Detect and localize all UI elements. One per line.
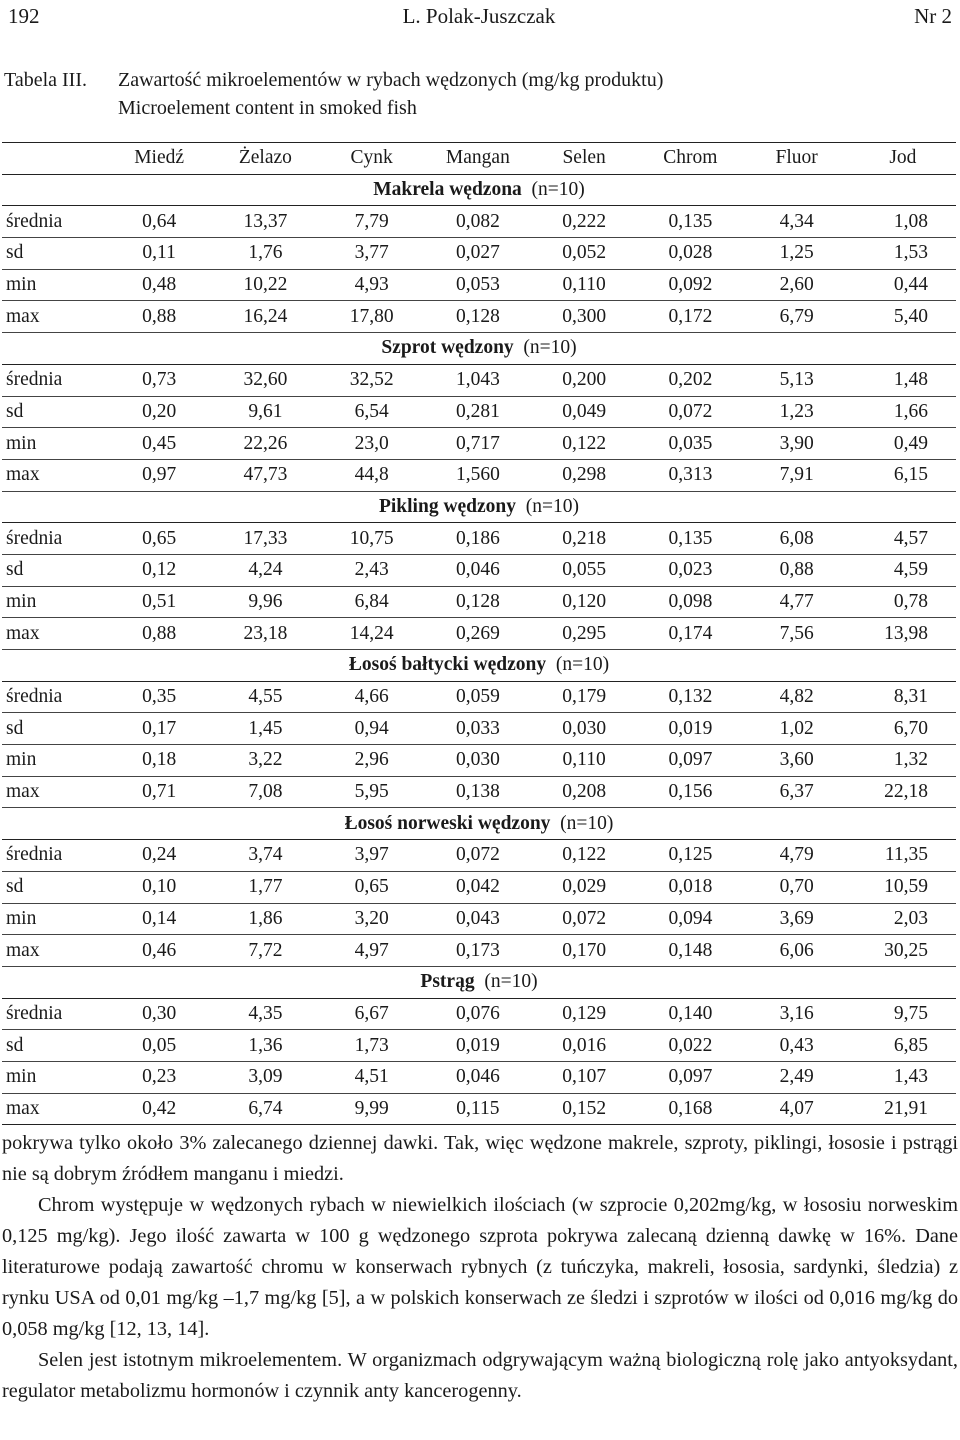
table-row: [2, 396, 956, 428]
section-sample-size: (n=10): [560, 812, 614, 834]
table-row: [2, 935, 956, 967]
table-cell: 9,96: [212, 586, 318, 618]
header-blank-cell: [2, 143, 106, 175]
table-row: [2, 713, 956, 745]
table-cell: 0,35: [106, 681, 212, 713]
row-label: min: [2, 586, 106, 618]
running-head: [4, 2, 954, 30]
table-cell: 17,33: [212, 523, 318, 555]
section-name: Łosoś bałtycki wędzony: [348, 654, 547, 676]
row-label: min: [2, 428, 106, 460]
table-cell: 0,65: [106, 523, 212, 555]
row-label: min: [2, 1061, 106, 1093]
table-row: [2, 618, 956, 650]
table-header-row: [2, 143, 956, 175]
table-cell: 1,36: [212, 1030, 318, 1062]
table-cell: 9,75: [850, 998, 956, 1030]
section-sample-size: (n=10): [525, 495, 580, 517]
table-cell: 0,053: [425, 269, 531, 301]
row-label: sd: [2, 871, 106, 903]
table-cell: 0,029: [531, 871, 637, 903]
table-cell: 3,77: [319, 238, 425, 270]
table-cell: 0,186: [425, 523, 531, 555]
table-cell: 0,135: [637, 523, 743, 555]
table-cell: 0,717: [425, 428, 531, 460]
table-row: [2, 554, 956, 586]
table-cell: 1,86: [212, 903, 318, 935]
table-cell: 1,53: [850, 238, 956, 270]
paragraph: Selen jest istotnym mikroelementem. W organizmach odgrywającym ważną biologiczną rolę jako antyoksydant, regulator metabolizmu hormonów i czynnik anty kancerogenny.: [2, 1349, 958, 1402]
table-cell: 0,042: [425, 871, 531, 903]
table-cell: 13,37: [212, 206, 318, 238]
row-label: średnia: [2, 364, 106, 396]
table-cell: 0,49: [850, 428, 956, 460]
table-cell: 0,88: [744, 554, 850, 586]
column-header: Jod: [889, 147, 917, 169]
table-cell: 4,66: [319, 681, 425, 713]
table-cell: 0,152: [531, 1093, 637, 1125]
table-cell: 0,70: [744, 871, 850, 903]
table-cell: 0,173: [425, 935, 531, 967]
section-sample-size: (n=10): [555, 654, 610, 676]
section-row: [2, 174, 956, 206]
table-cell: 0,44: [850, 269, 956, 301]
table-cell: 7,91: [744, 459, 850, 491]
table-row: [2, 1093, 956, 1125]
table-cell: 0,027: [425, 238, 531, 270]
table-row: [2, 1061, 956, 1093]
table-row: [2, 428, 956, 460]
row-label: średnia: [2, 206, 106, 238]
table-row: [2, 998, 956, 1030]
table-cell: 6,67: [319, 998, 425, 1030]
table-cell: 0,110: [531, 269, 637, 301]
table-body: [2, 174, 956, 1125]
body-text: [2, 1128, 958, 1407]
column-header: Mangan: [445, 147, 510, 169]
row-label: średnia: [2, 998, 106, 1030]
table-cell: 0,170: [531, 935, 637, 967]
row-label: sd: [2, 713, 106, 745]
table-cell: 4,97: [319, 935, 425, 967]
table-cell: 11,35: [850, 840, 956, 872]
table-cell: 0,65: [319, 871, 425, 903]
table-cell: 6,15: [850, 459, 956, 491]
table-cell: 0,17: [106, 713, 212, 745]
table-row: [2, 523, 956, 555]
table-cell: 0,043: [425, 903, 531, 935]
table-cell: 0,059: [425, 681, 531, 713]
section-sample-size: (n=10): [484, 971, 538, 993]
table-cell: 0,14: [106, 903, 212, 935]
row-label: max: [2, 935, 106, 967]
table-cell: 3,22: [212, 745, 318, 777]
table-cell: 0,10: [106, 871, 212, 903]
row-label: sd: [2, 1030, 106, 1062]
table-cell: 1,48: [850, 364, 956, 396]
table-row: [2, 745, 956, 777]
table-title-english: Microelement content in smoked fish: [118, 97, 417, 119]
row-label: max: [2, 301, 106, 333]
paragraph: pokrywa tylko około 3% zalecanego dziennej dawki. Tak, więc wędzone makrele, szproty, piklingi, łososie i pstrągi nie są dobrym źródłem manganu i miedzi.: [2, 1132, 958, 1185]
table-cell: 0,022: [637, 1030, 743, 1062]
table-cell: 6,84: [319, 586, 425, 618]
table-cell: 0,174: [637, 618, 743, 650]
table-cell: 0,218: [531, 523, 637, 555]
section-name: Łosoś norweski wędzony: [344, 812, 551, 834]
table-cell: 0,313: [637, 459, 743, 491]
table-cell: 0,098: [637, 586, 743, 618]
table-cell: 6,74: [212, 1093, 318, 1125]
table-cell: 5,95: [319, 776, 425, 808]
table-row: [2, 206, 956, 238]
table-cell: 0,12: [106, 554, 212, 586]
table-cell: 0,23: [106, 1061, 212, 1093]
table-cell: 0,45: [106, 428, 212, 460]
section-sample-size: (n=10): [523, 337, 577, 359]
table-cell: 0,73: [106, 364, 212, 396]
table-row: [2, 871, 956, 903]
table-cell: 5,40: [850, 301, 956, 333]
table-cell: 0,128: [425, 301, 531, 333]
table-cell: 0,156: [637, 776, 743, 808]
table-cell: 0,030: [425, 745, 531, 777]
microelement-table: [2, 142, 956, 1125]
table-cell: 0,016: [531, 1030, 637, 1062]
table-cell: 3,60: [744, 745, 850, 777]
table-cell: 6,85: [850, 1030, 956, 1062]
table-cell: 4,55: [212, 681, 318, 713]
table-cell: 0,208: [531, 776, 637, 808]
table-cell: 1,23: [744, 396, 850, 428]
table-cell: 10,75: [319, 523, 425, 555]
table-cell: 1,043: [425, 364, 531, 396]
table-cell: 9,99: [319, 1093, 425, 1125]
table-cell: 0,132: [637, 681, 743, 713]
table-cell: 9,61: [212, 396, 318, 428]
table-cell: 0,115: [425, 1093, 531, 1125]
table-cell: 0,018: [637, 871, 743, 903]
section-row: [2, 333, 956, 365]
table-cell: 3,16: [744, 998, 850, 1030]
table-cell: 7,79: [319, 206, 425, 238]
table-cell: 4,34: [744, 206, 850, 238]
table-cell: 0,20: [106, 396, 212, 428]
table-cell: 0,88: [106, 618, 212, 650]
table-cell: 0,43: [744, 1030, 850, 1062]
table-cell: 4,51: [319, 1061, 425, 1093]
table-cell: 7,08: [212, 776, 318, 808]
table-cell: 6,79: [744, 301, 850, 333]
table-cell: 0,094: [637, 903, 743, 935]
table-cell: 0,019: [637, 713, 743, 745]
table-cell: 1,43: [850, 1061, 956, 1093]
table-cell: 14,24: [319, 618, 425, 650]
table-cell: 47,73: [212, 459, 318, 491]
table-cell: 8,31: [850, 681, 956, 713]
table-cell: 0,122: [531, 428, 637, 460]
table-cell: 1,32: [850, 745, 956, 777]
row-label: min: [2, 745, 106, 777]
table-cell: 0,033: [425, 713, 531, 745]
table-cell: 3,69: [744, 903, 850, 935]
table-cell: 4,07: [744, 1093, 850, 1125]
row-label: średnia: [2, 840, 106, 872]
table-cell: 0,94: [319, 713, 425, 745]
row-label: max: [2, 618, 106, 650]
section-header-cell: [2, 808, 956, 840]
table-cell: 0,046: [425, 554, 531, 586]
table-cell: 0,107: [531, 1061, 637, 1093]
table-cell: 1,76: [212, 238, 318, 270]
table-cell: 3,09: [212, 1061, 318, 1093]
table-row: [2, 1030, 956, 1062]
column-header: Żelazo: [238, 147, 292, 169]
table-row: [2, 776, 956, 808]
table-cell: 0,019: [425, 1030, 531, 1062]
table-cell: 0,51: [106, 586, 212, 618]
row-label: średnia: [2, 523, 106, 555]
table-cell: 4,82: [744, 681, 850, 713]
table-cell: 22,18: [850, 776, 956, 808]
table-cell: 32,60: [212, 364, 318, 396]
column-header: Fluor: [775, 147, 818, 169]
table-cell: 1,66: [850, 396, 956, 428]
section-row: [2, 966, 956, 998]
table-cell: 0,125: [637, 840, 743, 872]
section-row: [2, 808, 956, 840]
microelement-table-container: [2, 142, 956, 1125]
column-header: Selen: [562, 147, 606, 169]
table-cell: 0,42: [106, 1093, 212, 1125]
table-label: Tabela III.: [4, 69, 87, 91]
table-cell: 5,13: [744, 364, 850, 396]
table-cell: 0,88: [106, 301, 212, 333]
table-cell: 0,030: [531, 713, 637, 745]
table-cell: 32,52: [319, 364, 425, 396]
table-cell: 0,082: [425, 206, 531, 238]
section-name: Szprot wędzony: [381, 337, 514, 359]
table-row: [2, 840, 956, 872]
table-cell: 6,06: [744, 935, 850, 967]
table-cell: 4,79: [744, 840, 850, 872]
table-cell: 0,097: [637, 745, 743, 777]
table-cell: 44,8: [319, 459, 425, 491]
table-cell: 7,72: [212, 935, 318, 967]
table-cell: 6,08: [744, 523, 850, 555]
table-cell: 0,97: [106, 459, 212, 491]
section-row: [2, 491, 956, 523]
table-cell: 13,98: [850, 618, 956, 650]
table-cell: 0,78: [850, 586, 956, 618]
table-cell: 23,0: [319, 428, 425, 460]
table-cell: 10,22: [212, 269, 318, 301]
table-cell: 0,295: [531, 618, 637, 650]
table-cell: 0,072: [425, 840, 531, 872]
table-cell: 6,54: [319, 396, 425, 428]
table-cell: 0,035: [637, 428, 743, 460]
table-cell: 16,24: [212, 301, 318, 333]
table-cell: 0,122: [531, 840, 637, 872]
table-cell: 0,298: [531, 459, 637, 491]
column-header: Miedź: [134, 147, 185, 169]
table-row: [2, 586, 956, 618]
table-cell: 2,96: [319, 745, 425, 777]
table-cell: 0,11: [106, 238, 212, 270]
table-cell: 0,300: [531, 301, 637, 333]
table-cell: 0,172: [637, 301, 743, 333]
table-cell: 0,076: [425, 998, 531, 1030]
table-cell: 3,20: [319, 903, 425, 935]
table-cell: 0,222: [531, 206, 637, 238]
section-header-cell: [2, 333, 956, 365]
table-cell: 0,46: [106, 935, 212, 967]
table-cell: 0,71: [106, 776, 212, 808]
table-cell: 23,18: [212, 618, 318, 650]
table-row: [2, 681, 956, 713]
table-cell: 0,046: [425, 1061, 531, 1093]
table-cell: 3,90: [744, 428, 850, 460]
table-cell: 0,023: [637, 554, 743, 586]
table-cell: 30,25: [850, 935, 956, 967]
column-header: Cynk: [350, 147, 393, 169]
row-label: max: [2, 776, 106, 808]
table-row: [2, 364, 956, 396]
table-cell: 1,25: [744, 238, 850, 270]
table-cell: 2,03: [850, 903, 956, 935]
table-cell: 1,77: [212, 871, 318, 903]
table-cell: 0,072: [637, 396, 743, 428]
table-cell: 1,08: [850, 206, 956, 238]
table-cell: 21,91: [850, 1093, 956, 1125]
table-cell: 2,43: [319, 554, 425, 586]
table-cell: 22,26: [212, 428, 318, 460]
table-cell: 0,140: [637, 998, 743, 1030]
row-label: min: [2, 903, 106, 935]
table-cell: 0,138: [425, 776, 531, 808]
section-row: [2, 650, 956, 682]
table-cell: 0,148: [637, 935, 743, 967]
table-cell: 0,028: [637, 238, 743, 270]
table-cell: 6,70: [850, 713, 956, 745]
running-head-author: L. Polak-Juszczak: [402, 4, 556, 28]
table-cell: 0,110: [531, 745, 637, 777]
section-sample-size: (n=10): [531, 179, 585, 201]
table-row: [2, 269, 956, 301]
table-cell: 0,072: [531, 903, 637, 935]
section-header-cell: [2, 491, 956, 523]
row-label: sd: [2, 554, 106, 586]
table-cell: 0,24: [106, 840, 212, 872]
table-cell: 0,179: [531, 681, 637, 713]
table-cell: 4,59: [850, 554, 956, 586]
table-cell: 0,64: [106, 206, 212, 238]
table-cell: 0,168: [637, 1093, 743, 1125]
table-cell: 17,80: [319, 301, 425, 333]
table-cell: 0,092: [637, 269, 743, 301]
table-cell: 0,052: [531, 238, 637, 270]
table-cell: 1,45: [212, 713, 318, 745]
table-cell: 0,48: [106, 269, 212, 301]
section-header-cell: [2, 650, 956, 682]
section-header-cell: [2, 174, 956, 206]
table-cell: 3,74: [212, 840, 318, 872]
page-number: 192: [8, 4, 40, 28]
row-label: sd: [2, 396, 106, 428]
row-label: średnia: [2, 681, 106, 713]
table-cell: 0,18: [106, 745, 212, 777]
table-cell: 0,30: [106, 998, 212, 1030]
table-title-polish: Zawartość mikroelementów w rybach wędzonych (mg/kg produktu): [118, 69, 664, 91]
table-cell: 4,93: [319, 269, 425, 301]
table-cell: 0,05: [106, 1030, 212, 1062]
row-label: sd: [2, 238, 106, 270]
table-cell: 4,24: [212, 554, 318, 586]
table-row: [2, 903, 956, 935]
table-cell: 0,281: [425, 396, 531, 428]
table-cell: 0,120: [531, 586, 637, 618]
table-cell: 10,59: [850, 871, 956, 903]
table-cell: 2,60: [744, 269, 850, 301]
column-header: Chrom: [663, 147, 718, 169]
row-label: min: [2, 269, 106, 301]
table-cell: 6,37: [744, 776, 850, 808]
table-cell: 7,56: [744, 618, 850, 650]
table-row: [2, 301, 956, 333]
table-cell: 0,049: [531, 396, 637, 428]
section-name: Makrela wędzona: [373, 179, 522, 201]
paragraph: Chrom występuje w wędzonych rybach w niewielkich ilościach (w szprocie 0,202mg/kg, w łososiu norweskim 0,125 mg/kg). Jego ilość zawarta w 100 g wędzonego szprota pokrywa zalecaną dzienną dawkę w 16%. Dane literaturowe podają zawartość chromu w konserwach rybnych (z tuńczyka, makreli, łososia, sardynki, śledzia) z rynku USA od 0,01 mg/kg –1,7 mg/kg [5], a w polskich konserwach ze śledzi i szprotów w ilości od 0,016 mg/kg do 0,058 mg/kg [12, 13, 14].: [2, 1194, 958, 1340]
row-label: max: [2, 459, 106, 491]
table-cell: 4,35: [212, 998, 318, 1030]
table-row: [2, 459, 956, 491]
table-cell: 0,055: [531, 554, 637, 586]
table-cell: 1,02: [744, 713, 850, 745]
table-cell: 0,129: [531, 998, 637, 1030]
table-cell: 0,135: [637, 206, 743, 238]
row-label: max: [2, 1093, 106, 1125]
section-name: Pstrąg: [420, 971, 475, 993]
table-cell: 0,128: [425, 586, 531, 618]
table-cell: 0,200: [531, 364, 637, 396]
section-header-cell: [2, 966, 956, 998]
section-name: Pikling wędzony: [378, 495, 517, 517]
table-cell: 3,97: [319, 840, 425, 872]
table-cell: 2,49: [744, 1061, 850, 1093]
table-cell: 0,269: [425, 618, 531, 650]
table-cell: 1,560: [425, 459, 531, 491]
table-cell: 1,73: [319, 1030, 425, 1062]
issue-number: Nr 2: [914, 4, 952, 28]
table-cell: 4,57: [850, 523, 956, 555]
table-cell: 4,77: [744, 586, 850, 618]
table-row: [2, 238, 956, 270]
table-cell: 0,202: [637, 364, 743, 396]
table-cell: 0,097: [637, 1061, 743, 1093]
